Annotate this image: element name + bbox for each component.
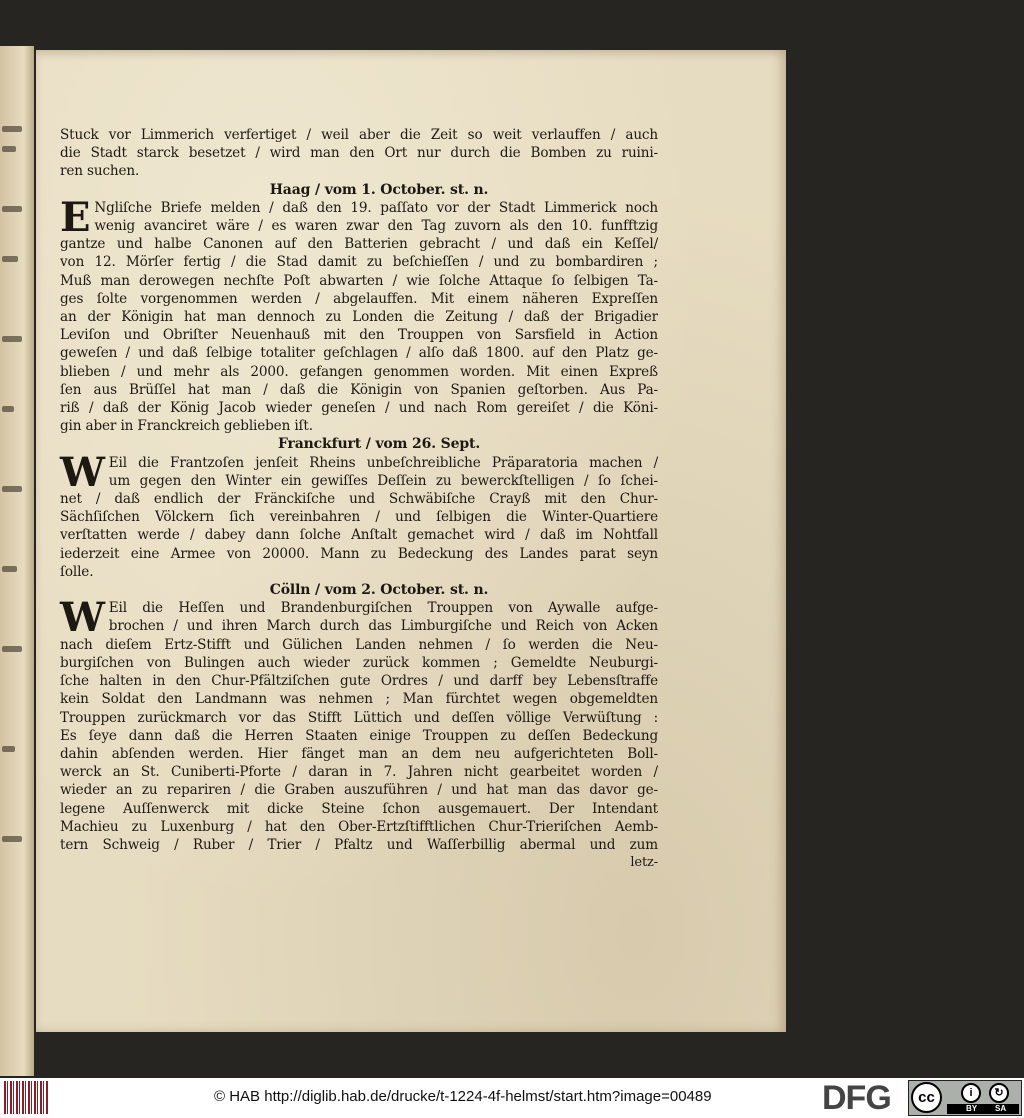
section-body bbox=[60, 193, 658, 436]
bleed-mark bbox=[2, 146, 16, 152]
text-line: gantze und halbe Canonen auf den Batterien gebracht / und daß ein Keſſel/ bbox=[60, 236, 658, 253]
text-line: Eil die Heſſen und Brandenburgiſchen Trouppen von Aywalle aufge- bbox=[108, 600, 658, 617]
text-line: dahin abſenden werden. Hier fänget man an dem neu aufgerichteten Boll- bbox=[60, 745, 658, 762]
text-line: Stuck vor Limmerich verfertiget / weil aber die Zeit so weit verlauffen / auch bbox=[60, 127, 658, 143]
text-line: iederzeit eine Armee von 20000. Mann zu Bedeckung des Landes parat seyn bbox=[60, 545, 658, 562]
drop-capital: E bbox=[60, 193, 91, 241]
text-line: blieben / und mehr als 2000. gefangen genommen worden. Mit einen Expreß bbox=[60, 363, 658, 380]
hab-logo-icon[interactable] bbox=[4, 1081, 48, 1114]
text-line: tern Schweig / Ruber / Trier / Pfaltz und Waſſerbillig abermal und zum bbox=[60, 836, 658, 853]
text-line: um gegen den Winter ein gewiſſes Deſſein zu bewerckſtelligen / ſo ſchei- bbox=[108, 472, 658, 489]
text-line: gin aber in Franckreich geblieben iſt. bbox=[60, 418, 313, 435]
bleed-mark bbox=[2, 336, 22, 342]
text-line: an der Königin hat man dennoch zu Londen die Zeitung / daß der Brigadier bbox=[60, 309, 658, 326]
license-by-label: BY bbox=[966, 1104, 978, 1113]
attribution-icon: i bbox=[961, 1083, 981, 1103]
text-line: Ngliſche Briefe melden / daß den 19. paſſato vor der Stadt Limmerick noch bbox=[94, 199, 658, 216]
text-line: die Stadt starck besetzet / wird man den Ort nur durch die Bomben zu ruini- bbox=[60, 145, 658, 162]
drop-capital: W bbox=[60, 448, 105, 496]
bleed-mark bbox=[2, 836, 22, 842]
catchword: letz- bbox=[630, 855, 658, 871]
text-line: ſen aus Brüſſel hat man / daß die Königin von Spanien geſtorben. Aus Pa- bbox=[60, 381, 658, 398]
text-line: Machieu zu Luxenburg / hat den Ober-Ertzſtifftlichen Chur-Trieriſchen Aemb- bbox=[60, 818, 658, 835]
bleed-mark bbox=[2, 206, 22, 212]
text-line: Eil die Frantzoſen jenſeit Rheins unbeſchreibliche Präparatoria machen / bbox=[108, 454, 658, 471]
license-sa-label: SA bbox=[995, 1104, 1007, 1113]
text-line: Trouppen zurückmarch vor das Stifft Lüttich und deſſen völlige Verwüſtung : bbox=[60, 709, 658, 726]
text-line: net / daß endlich der Fränckiſche und Schwäbiſche Crayß mit den Chur- bbox=[60, 491, 658, 508]
text-line: Sächſiſchen Völckern ſich vereinbahren / und ſelbigen die Winter-Quartiere bbox=[60, 509, 658, 526]
document-page bbox=[36, 50, 786, 1032]
text-line: von 12. Mörſer fertig / die Stad damit zu beſchieſſen / und zu bombardiren ; bbox=[60, 254, 658, 271]
text-line: kein Soldat den Landmann was nehmen ; Man fürchtet wegen obgemeldten bbox=[60, 691, 658, 708]
section-heading: Haag / vom 1. October. st. n. bbox=[269, 181, 489, 198]
text-line: brochen / und ihren March durch das Limburgiſche und Reich von Acken bbox=[108, 618, 658, 635]
text-line: wieder an zu repariren / die Graben auszuführen / und hat man das davor ge- bbox=[60, 782, 658, 799]
cc-icon: cc bbox=[911, 1082, 942, 1113]
text-line: ren suchen. bbox=[60, 163, 140, 180]
footer-bar bbox=[0, 1078, 1024, 1118]
bleed-mark bbox=[2, 486, 22, 492]
text-line: werck an St. Cuniberti-Pforte / daran in 7. Jahren nicht gearbeitet worden / bbox=[60, 764, 658, 781]
section-body bbox=[60, 448, 658, 581]
bleed-mark bbox=[2, 746, 15, 752]
text-line: verſtatten werde / dabey dann ſolche Anſtalt gemachet wird / daß im Nohtfall bbox=[60, 527, 658, 544]
text-line: Muß man derowegen nechſte Poſt abwarten / wie ſolche Attaque ſo ſelbigen Ta- bbox=[60, 272, 658, 289]
page-text bbox=[60, 126, 658, 872]
intro-paragraph bbox=[60, 126, 658, 181]
text-line: ges ſolte vorgenommen werden / abgelauffen. Mit einem näheren Expreſſen bbox=[60, 290, 658, 307]
bleed-mark bbox=[2, 256, 18, 262]
text-line: Es ſeye dann daß die Herren Staaten einige Trouppen zu deſſen Bedeckung bbox=[60, 727, 658, 744]
bleed-mark bbox=[2, 646, 22, 652]
license-label-bar bbox=[947, 1104, 1019, 1114]
text-line: legene Auſſenwerck mit dicke Steine ſchon ausgemauert. Der Intendant bbox=[60, 800, 658, 817]
text-line: burgiſchen von Bulingen auch wieder zurück kommen ; Gemeldte Neuburgi- bbox=[60, 654, 658, 671]
news-sections bbox=[60, 181, 658, 855]
text-line: wenig avanciret wäre / es waren zwar den Tag zuvorn als den 10. funfftzig bbox=[94, 218, 658, 235]
section-body bbox=[60, 594, 658, 854]
text-line: nach dieſem Ertz-Stifft und Gülichen Landen nehmen / ſo werden die Neu- bbox=[60, 636, 658, 653]
section-heading: Cölln / vom 2. October. st. n. bbox=[269, 582, 489, 599]
bleed-mark bbox=[2, 126, 22, 132]
dfg-logo[interactable]: DFG bbox=[822, 1079, 891, 1117]
adjacent-page-edge bbox=[0, 46, 34, 1076]
cc-license-badge[interactable] bbox=[908, 1080, 1022, 1116]
bleed-mark bbox=[2, 406, 14, 412]
section-heading: Franckfurt / vom 26. Sept. bbox=[277, 436, 481, 453]
text-line: geweſen / und daß ſelbige totaliter geſchlagen / alſo daß 1800. auf den Platz ge- bbox=[60, 345, 658, 362]
text-line: ſche halten in den Chur-Pfältziſchen gute Ordres / und darff bey Lebensſtraffe bbox=[60, 673, 658, 690]
bleed-mark bbox=[2, 566, 17, 572]
text-line: riß / daß der König Jacob wieder geneſen / und nach Rom gereiſet / die Köni- bbox=[60, 400, 658, 417]
text-line: Leviſon und Obriſter Neuenhauß mit den Trouppen von Sarsfield in Action bbox=[60, 327, 658, 344]
copyright-link[interactable]: © HAB http://diglib.hab.de/drucke/t-1224-4f-helmst/start.htm?image=00489 bbox=[214, 1088, 712, 1105]
text-line: ſolle. bbox=[60, 563, 94, 580]
drop-capital: W bbox=[60, 594, 105, 642]
share-alike-icon: ↻ bbox=[989, 1083, 1009, 1103]
